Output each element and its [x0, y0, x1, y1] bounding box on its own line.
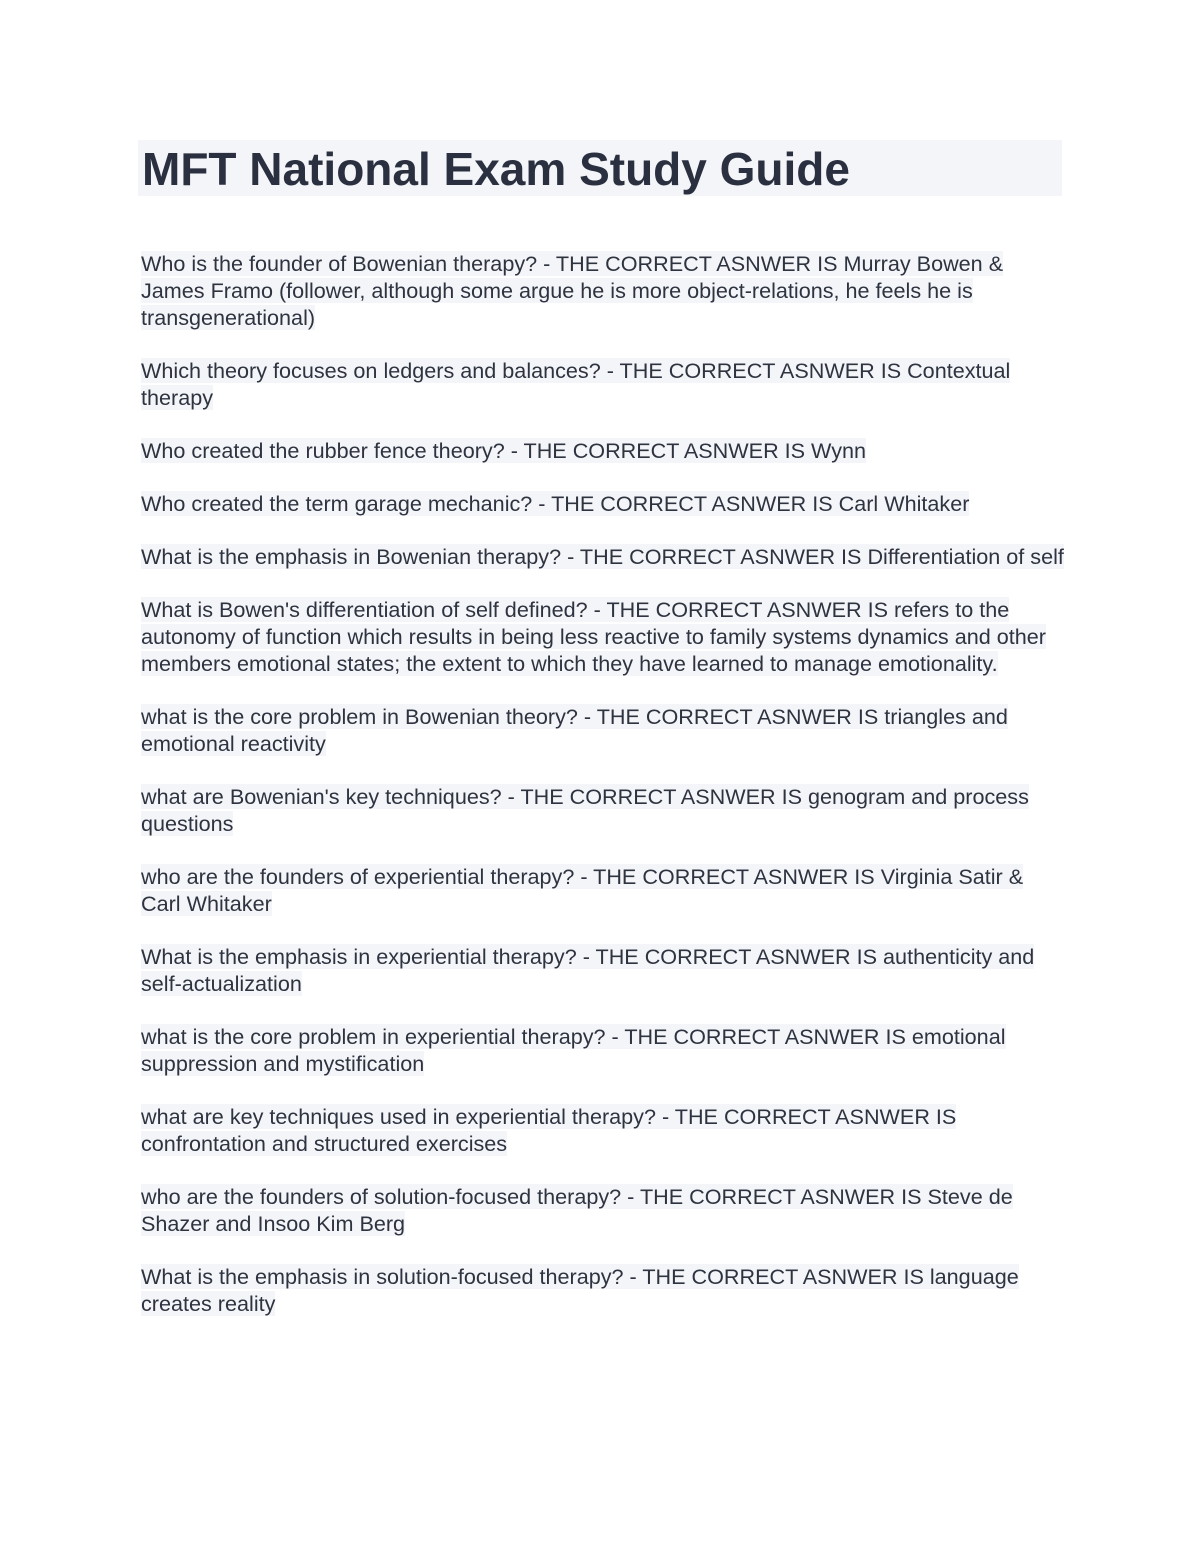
qa-item: [141, 1183, 1066, 1237]
qa-item: [141, 1263, 1066, 1317]
qa-item: [141, 943, 1066, 997]
qa-item: [141, 250, 1066, 331]
qa-list: [141, 250, 1066, 1343]
qa-text: who are the founders of solution-focused therapy? - THE CORRECT ASNWER IS Steve de Shazer and Insoo Kim Berg: [141, 1184, 1013, 1236]
qa-item: [141, 863, 1066, 917]
qa-text: what is the core problem in experiential therapy? - THE CORRECT ASNWER IS emotional suppression and mystification: [141, 1024, 1006, 1076]
qa-text: What is the emphasis in solution-focused therapy? - THE CORRECT ASNWER IS language creates reality: [141, 1264, 1019, 1316]
qa-item: [141, 543, 1066, 570]
qa-text: Who created the term garage mechanic? - THE CORRECT ASNWER IS Carl Whitaker: [141, 491, 970, 516]
qa-item: [141, 490, 1066, 517]
qa-text: What is Bowen's differentiation of self defined? - THE CORRECT ASNWER IS refers to the autonomy of function which results in being less reactive to family systems dynamics and other members emotional states; the extent to which they have learned to manage emotionality.: [141, 597, 1046, 676]
qa-text: What is the emphasis in Bowenian therapy? - THE CORRECT ASNWER IS Differentiation of self: [141, 544, 1064, 569]
qa-text: what are Bowenian's key techniques? - THE CORRECT ASNWER IS genogram and process questions: [141, 784, 1029, 836]
qa-item: [141, 783, 1066, 837]
qa-item: [141, 357, 1066, 411]
qa-text: who are the founders of experiential therapy? - THE CORRECT ASNWER IS Virginia Satir & Carl Whitaker: [141, 864, 1024, 916]
qa-text: what are key techniques used in experiential therapy? - THE CORRECT ASNWER IS confrontation and structured exercises: [141, 1104, 957, 1156]
page-title: MFT National Exam Study Guide: [142, 143, 850, 195]
qa-text: what is the core problem in Bowenian theory? - THE CORRECT ASNWER IS triangles and emotional reactivity: [141, 704, 1008, 756]
qa-item: [141, 703, 1066, 757]
qa-item: [141, 596, 1066, 677]
qa-item: [141, 437, 1066, 464]
qa-text: Which theory focuses on ledgers and balances? - THE CORRECT ASNWER IS Contextual therapy: [141, 358, 1011, 410]
qa-text: What is the emphasis in experiential therapy? - THE CORRECT ASNWER IS authenticity and self-actualization: [141, 944, 1035, 996]
qa-text: Who created the rubber fence theory? - THE CORRECT ASNWER IS Wynn: [141, 438, 867, 463]
qa-item: [141, 1103, 1066, 1157]
qa-text: Who is the founder of Bowenian therapy? - THE CORRECT ASNWER IS Murray Bowen & James Framo (follower, although some argue he is more object-relations, he feels he is transgenerational): [141, 251, 1004, 330]
qa-item: [141, 1023, 1066, 1077]
